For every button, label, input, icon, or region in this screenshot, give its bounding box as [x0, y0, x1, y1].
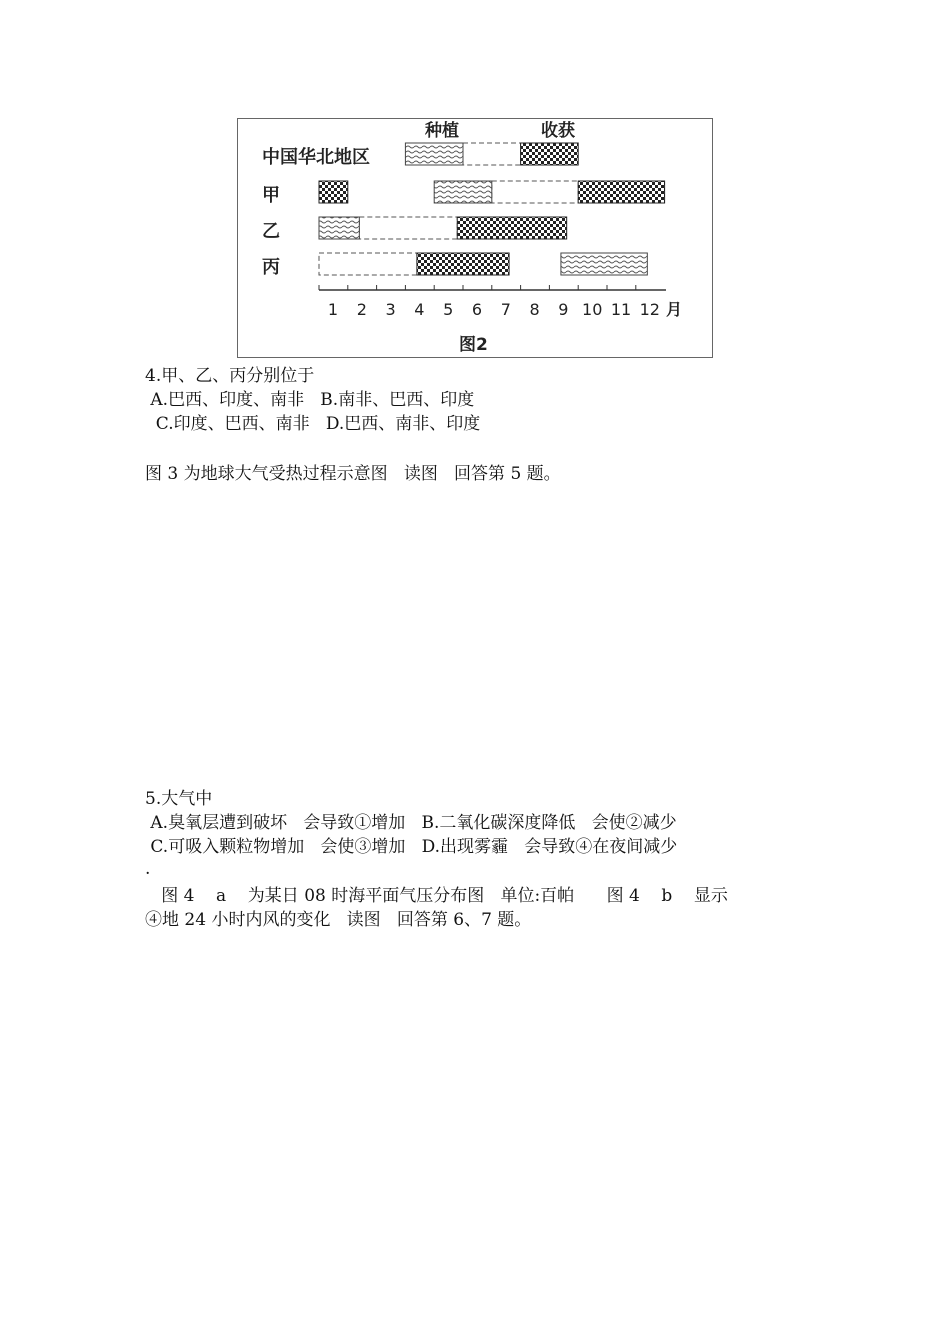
month-tick-label: 2	[356, 300, 367, 319]
month-unit-label: 月	[666, 300, 683, 319]
month-tick-label: 10	[582, 300, 603, 319]
question-5-stem: 5.大气中	[145, 789, 213, 809]
month-tick-label: 1	[327, 300, 339, 319]
row-label-yi: 乙	[262, 221, 280, 242]
month-tick-label: 8	[529, 300, 540, 319]
bar-row3-harvest	[417, 253, 509, 275]
bar-row2-harvest	[457, 217, 566, 239]
figure-2-crop-calendar	[237, 118, 713, 358]
row-label-jia: 甲	[262, 185, 280, 206]
bar-row2-planting	[319, 217, 359, 239]
question-5-intro: 图 3 为地球大气受热过程示意图 读图 回答第 5 题。	[145, 464, 561, 484]
month-tick-label: 3	[385, 300, 396, 319]
month-tick-label: 5	[443, 300, 454, 319]
question-5-options-ab: A.臭氧层遭到破坏 会导致①增加 B.二氧化碳深度降低 会使②减少	[145, 813, 677, 833]
question-4-stem: 4.甲、乙、丙分别位于	[145, 366, 315, 386]
bar-row3-growing	[319, 253, 417, 275]
month-tick-label: 11	[610, 300, 632, 319]
bar-row3-planting	[561, 253, 647, 275]
question-6-7-intro-line1: 图 4 a 为某日 08 时海平面气压分布图 单位:百帕 图 4 b 显示	[145, 886, 728, 906]
row-label-huabei: 中国华北地区	[262, 147, 370, 168]
legend-harvest-label: 收获	[541, 121, 575, 141]
legend-planting-label: 种植	[425, 121, 459, 141]
month-tick-label: 4	[414, 300, 425, 319]
bar-row1-growing	[492, 181, 578, 203]
bar-row1-harvest2	[578, 181, 664, 203]
month-tick-label: 9	[558, 300, 569, 319]
crop-calendar-chart	[238, 119, 714, 359]
bar-row1-harvest	[319, 181, 348, 203]
crop-bars	[319, 143, 665, 275]
bar-row0-planting	[405, 143, 463, 165]
bar-row0-growing	[463, 143, 521, 165]
question-4-options-ab: A.巴西、印度、南非 B.南非、巴西、印度	[145, 390, 475, 410]
bar-row1-planting	[434, 181, 492, 203]
question-5-options-cd: C.可吸入颗粒物增加 会使③增加 D.出现雾霾 会导致④在夜间减少	[145, 837, 678, 857]
row-label-bing: 丙	[262, 257, 280, 278]
question-6-7-intro-line2: ④地 24 小时内风的变化 读图 回答第 6、7 题。	[145, 910, 532, 930]
bar-row2-growing	[359, 217, 457, 239]
question-4-options-cd: C.印度、巴西、南非 D.巴西、南非、印度	[145, 414, 481, 434]
month-tick-label: 6	[471, 300, 483, 319]
month-tick-label: 7	[500, 300, 511, 319]
bar-row0-harvest	[521, 143, 579, 165]
month-tick-label: 12	[639, 300, 660, 319]
stray-dot: .	[145, 859, 151, 879]
figure-caption: 图2	[459, 335, 488, 355]
